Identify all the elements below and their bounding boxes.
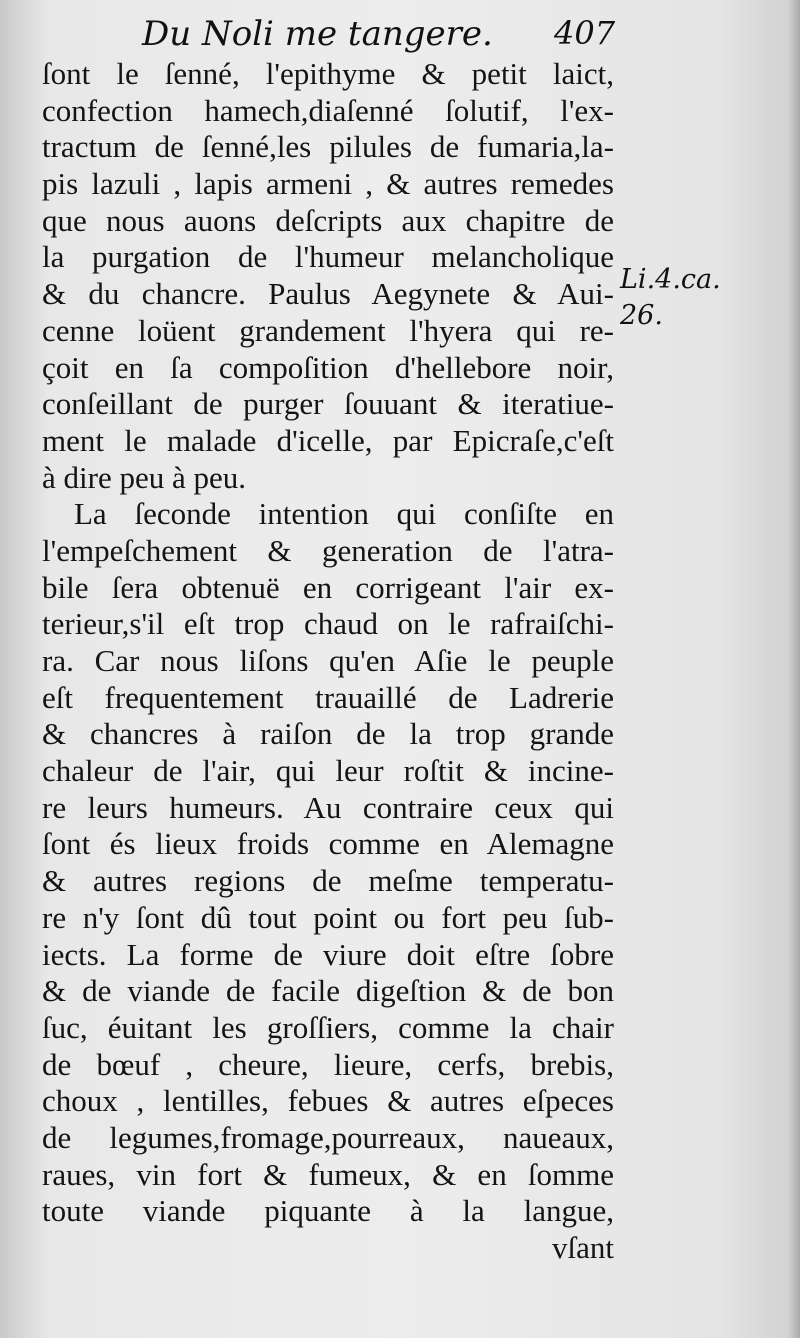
page-edge-shadow [788, 0, 800, 1338]
text-line: l'empeſchement & generation de l'atra- [42, 532, 614, 568]
text-line: ra. Car nous liſons qu'en Aſie le peuple [42, 643, 614, 678]
text-line: chaleur de l'air, qui leur roſtit & incine- [42, 753, 614, 789]
page-header [0, 10, 800, 60]
text-line: que nous auons deſcripts aux chapitre de [42, 202, 614, 238]
text-line: toute viande piquante à la langue, [42, 1193, 614, 1229]
text-line: confection hamech,diaſenné ſolutif, l'ex- [42, 92, 614, 128]
text-line: ſont és lieux froids comme en Alemagne [42, 826, 614, 862]
text-line: eſt frequentement trauaillé de Ladrerie [42, 679, 614, 715]
body-text [42, 56, 614, 1267]
text-line: tractum de ſenné,les pilules de fumaria,la- [42, 129, 614, 165]
text-line: bile ſera obtenuë en corrigeant l'air ex- [42, 569, 614, 605]
text-line: la purgation de l'humeur melancholique [42, 239, 614, 275]
text-line: & de viande de facile digeſtion & de bon [42, 973, 614, 1009]
catchword: vſant [552, 1230, 614, 1265]
margin-note [620, 262, 790, 334]
text-line: ſuc, éuitant les groſſiers, comme la chair [42, 1009, 614, 1045]
text-line: de legumes,fromage,pourreaux, naueaux, [42, 1119, 614, 1155]
text-line: re n'y ſont dû tout point ou fort peu ſub- [42, 899, 614, 935]
text-line: pis lazuli , lapis armeni , & autres remedes [42, 166, 614, 202]
text-line: ſont le ſenné, l'epithyme & petit laict, [42, 56, 614, 91]
text-line: cenne loüent grandement l'hyera qui re- [42, 312, 614, 348]
text-line: çoit en ſa compoſition d'hellebore noir, [42, 349, 614, 385]
text-line: choux , lentilles, febues & autres eſpeces [42, 1083, 614, 1119]
text-line: à dire peu à peu. [42, 459, 246, 495]
text-line: conſeillant de purger ſouuant & iteratiue- [42, 386, 614, 422]
text-line: re leurs humeurs. Au contraire ceux qui [42, 789, 614, 825]
text-line: ment le malade d'icelle, par Epicraſe,c'eſt [42, 422, 614, 458]
paragraph-start-line: La ſeconde intention qui conſiſte en [74, 496, 614, 532]
text-line: raues, vin fort & fumeux, & en ſomme [42, 1156, 614, 1192]
text-line: terieur,s'il eſt trop chaud on le rafraiſchi- [42, 606, 614, 642]
text-line: iects. La forme de viure doit eſtre ſobre [42, 936, 614, 972]
text-line: de bœuf , cheure, lieure, cerfs, brebis, [42, 1046, 614, 1082]
text-line: & du chancre. Paulus Aegynete & Aui- [42, 276, 614, 312]
margin-note-line: 26. [620, 300, 663, 331]
margin-note-line: Li.4.ca. [620, 264, 721, 295]
text-line: & chancres à raiſon de la trop grande [42, 716, 614, 752]
text-line: & autres regions de meſme temperatu- [42, 863, 614, 899]
page-number: 407 [554, 14, 616, 52]
running-title: Du Noli me tangere. [142, 14, 493, 54]
